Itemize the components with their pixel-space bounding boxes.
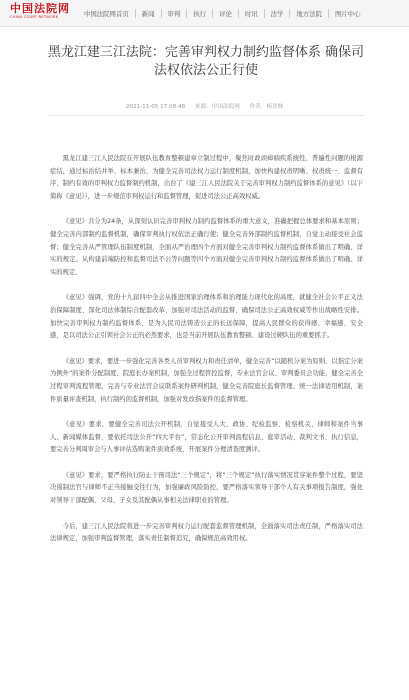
nav-jurisprudence[interactable]: 法学	[270, 9, 284, 18]
nav-divider	[328, 9, 329, 18]
nav-photo-center[interactable]: 图片中心	[334, 9, 361, 18]
article-author: 作者：杨喜林	[249, 104, 284, 110]
nav-commentary[interactable]: 评论	[219, 9, 232, 18]
logo-text: 中国法院网	[10, 2, 70, 15]
publish-date: 2021-11-05 17:08:48	[125, 104, 186, 110]
body-paragraph: 《意见》共分为24条，从深刻认识完善审判权力制约监督体系的重大意义，准确把握总体要求和基本原则；健全完善内部制约监督机制，确保审判执行权依法正确行使；健全完善外部制约监督机制，自觉主动接受社会监督；健全完善从严管理队伍制度机制，全面从严治理四个方面对健全完善审判权力制约监督体系做出了明确、详实的规定。从构建前端防控和监督司法不公等问题等四个方面对健全完善审判权力制约监督体系做出了明确、详实的规定。	[50, 218, 363, 276]
nav-divider	[212, 9, 213, 18]
article-title: 黑龙江建三江法院：完善审判权力制约监督体系 确保司法权依法公正行使	[47, 45, 365, 78]
nav-news[interactable]: 新闻	[141, 9, 155, 18]
nav-enforcement[interactable]: 执行	[193, 9, 207, 18]
nav-divider	[289, 9, 290, 18]
article-source[interactable]: 来源：中国法院网	[195, 104, 240, 110]
nav-divider	[161, 9, 162, 18]
nav-bulletin[interactable]: 时讯	[244, 9, 258, 18]
site-logo[interactable]	[10, 3, 72, 21]
top-navigation-bar	[0, 0, 409, 27]
main-nav	[84, 0, 361, 26]
nav-trial[interactable]: 审判	[167, 9, 181, 18]
body-paragraph: 黑龙江建三江人民法院在开展队伍教育整顿建章立制过程中，聚焦时政顽瘴痼疾系统性、普遍性问题的根源症结，通过标治结并举、标本兼治，为健全完善司法权力运行制度机制，加快构建权责明晰、权责统一、监督有序、制约有效的审判权力监督制约机制，出台了《建三江人民法院关于完善审判权力制约监督体系的意见》（以下简称《意见》），进一步规范审判权运行和监督管理，促进司法公正高效权威。	[50, 155, 363, 200]
logo-subtext: CHINA COURT NETWORK	[10, 15, 59, 19]
title-divider	[48, 115, 364, 116]
nav-local-courts[interactable]: 地方法院	[296, 9, 322, 18]
body-paragraph: 《意见》要求，要严格执行防止干预司法“三个规定”，将“三个规定”执行落实情况贯穿案件整个过程，要坚决遏制法官与律师不正当接触交往行为，加强廉政风险防控，要严格落实领导干部个人有关事项报告制度，强化对领导干部配偶、父母、子女及其配偶从事相关法律职业的管理。	[50, 471, 363, 505]
nav-divider	[238, 9, 239, 18]
nav-divider	[264, 9, 265, 18]
article-body	[50, 153, 363, 559]
nav-divider	[135, 9, 136, 18]
body-paragraph: 《意见》要求，要健全完善司法公开机制，自觉接受人大、政协、纪检监察、检察机关、律师和案件当事人、新闻媒体监督，要依托司法公开“四大平台”，常态化公开审判流程信息、庭审活动、裁判文书、执行信息，要完善分判周审会与人事评估选购案件质效系统，开展案件分理清查度测评。	[50, 421, 363, 454]
nav-divider	[186, 9, 187, 18]
article-meta	[0, 102, 409, 110]
nav-home[interactable]: 中国法院网首页	[84, 9, 129, 18]
body-paragraph: 《意见》强调，党的十九届四中全会从推进国家治理体系和治理能力现代化的高度，就健全社会公平正义法治保障制度、深化司法体制综合配套改革、加强对司法活动的监督、确保司法公正高效权威等作出战略性安排。加快完善审判权力制约监督体系，是为人民司法铸造公正的长远保障，提高人民群众的获得感、幸福感、安全感，是以司法公正引领社会公正的必然要求，也是当前开展队伍教育整顿、建设过硬队伍的重要抓手。	[50, 294, 363, 340]
body-paragraph: 《意见》要求，要进一步强化完善各类人员审判权力和责任清单，健全完善“以随机分案为原则、以指定分案为例外”的案件分配制度、院庭长办案机制，加强全过程管控监督，专业法官会议、审判委员会功能，健全完善全过程审判流程管理，完善与专业法官会议联系案件研判机制，健全完善院庭长监督管理、统一法律适用机制，案件质量评查机制，执行制约的监督机制，加强对发改指案件的监督管理。	[50, 357, 363, 403]
body-paragraph: 今后，建三江人民法院将进一步完善审判权力运行配套监督管理机制，全面落实司法责任制，严格落实司法法律规定，加强审判监督管理，落实责任制督追究，确保规范高效用权。	[50, 522, 363, 543]
